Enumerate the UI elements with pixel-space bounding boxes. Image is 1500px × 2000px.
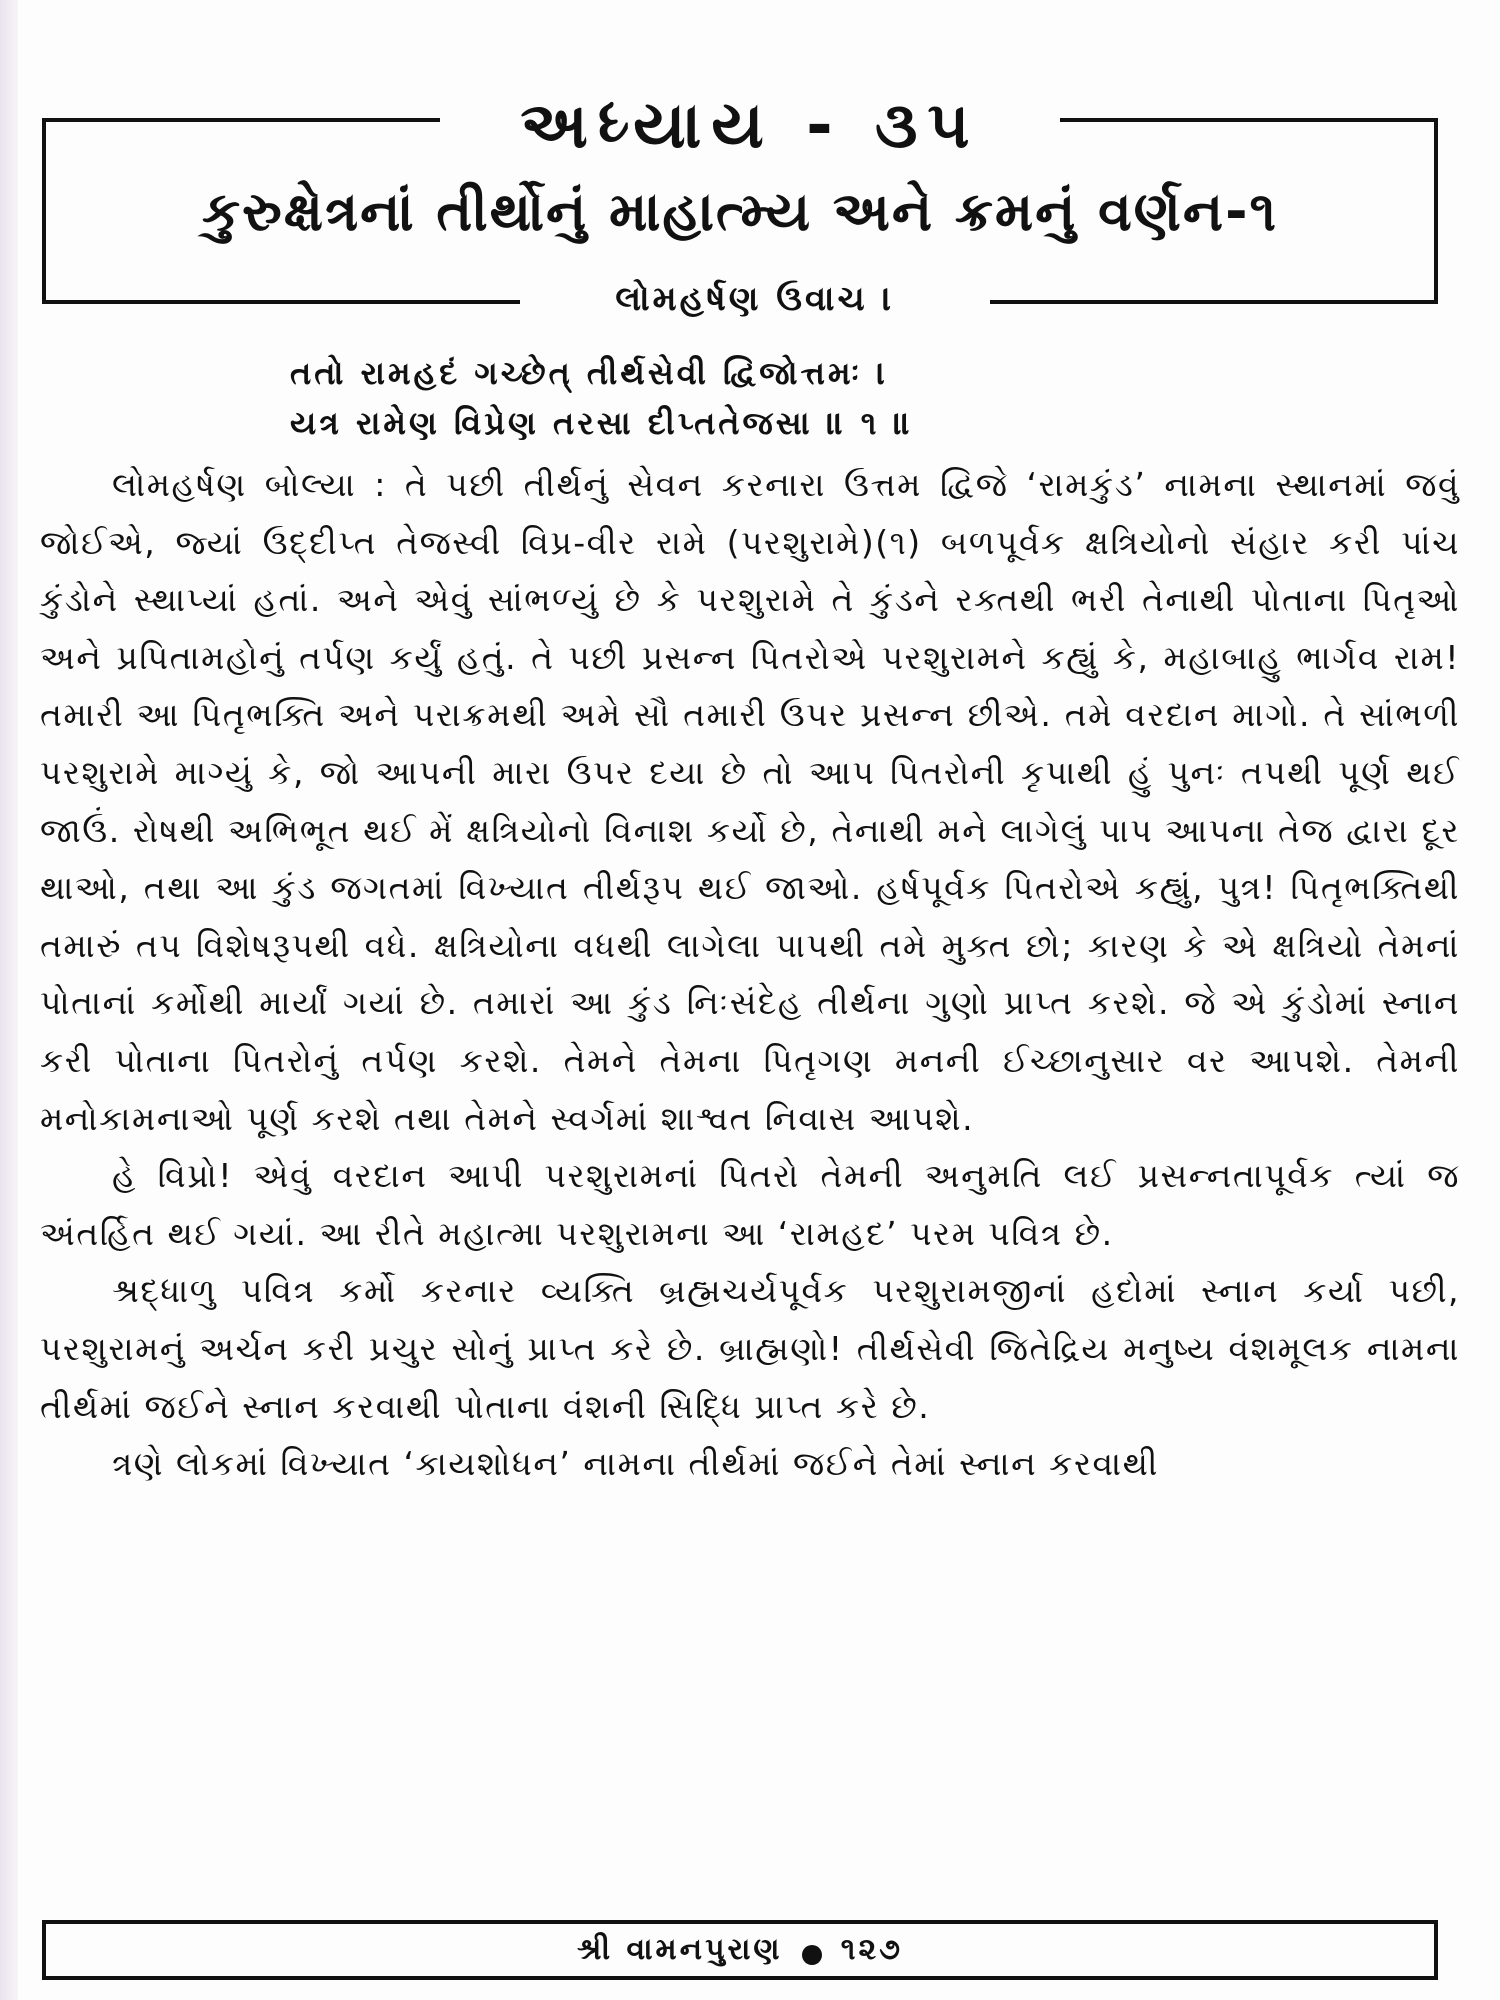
footer-book-title: શ્રી વામનપુરાણ bbox=[577, 1932, 783, 1967]
page-number: ૧૨૭ bbox=[840, 1932, 903, 1967]
sanskrit-verse bbox=[290, 348, 1290, 448]
paragraph-2: હે વિપ્રો! એવું વરદાન આપી પરશુરામનાં પિતરો તેમની અનુમતિ લઈ પ્રસન્નતાપૂર્વક ત્યાં જ અંતર્હિત થઈ ગયાં. આ રીતે મહાત્મા પરશુરામના આ ‘રામહદ’ પરમ પવિત્ર છે. bbox=[40, 1156, 1460, 1253]
bullet-separator-icon bbox=[802, 1945, 822, 1965]
paragraph-3: શ્રદ્ધાળુ પવિત્ર કર્મો કરનાર વ્યક્તિ બ્રહ્મચર્યપૂર્વક પરશુરામજીનાં હદોમાં સ્નાન કર્યા પછી, પરશુરામનું અર્ચન કરી પ્રચુર સોનું પ્રાપ્ત કરે છે. બ્રાહ્મણો! તીર્થસેવી જિતેદ્રિય મનુષ્ય વંશમૂલક નામના તીર્થમાં જઈને સ્નાન કરવાથી પોતાના વંશની સિદ્ધિ પ્રાપ્ત કરે છે. bbox=[40, 1271, 1460, 1426]
page-footer bbox=[42, 1920, 1438, 1980]
paragraph-1: લોમહર્ષણ બોલ્યા : તે પછી તીર્થનું સેવન કરનારા ઉત્તમ દ્વિજે ‘રામકુંડ’ નામના સ્થાનમાં જવું જોઈએ, જ્યાં ઉદ્દીપ્ત તેજસ્વી વિપ્ર-વીર રામે (પરશુરામે)(૧) બળપૂર્વક ક્ષત્રિયોનો સંહાર કરી પાંચ કુંડોને સ્થાપ્યાં હતાં. અને એવું સાંભળ્યું છે કે પરશુરામે તે કુંડને રક્તથી ભરી તેનાથી પોતાના પિતૃઓ અને પ્રપિતામહોનું તર્પણ કર્યું હતું. તે પછી પ્રસન્ન પિતરોએ પરશુરામને કહ્યું કે, મહાબાહુ ભાર્ગવ રામ! તમારી આ પિતૃભક્તિ અને પરાક્રમથી અમે સૌ તમારી ઉપર પ્રસન્ન છીએ. તમે વરદાન માગો. તે સાંભળી પરશુરામે માગ્યું કે, જો આપની મારા ઉપર દયા છે તો આપ પિતરોની કૃપાથી હું પુનઃ તપથી પૂર્ણ થઈ જાઉં. રોષથી અભિભૂત થઈ મેં ક્ષત્રિયોનો વિનાશ કર્યો છે, તેનાથી મને લાગેલું પાપ આપના તેજ દ્વારા દૂર થાઓ, તથા આ કુંડ જગતમાં વિખ્યાત તીર્થરૂપ થઈ જાઓ. હર્ષપૂર્વક પિતરોએ કહ્યું, પુત્ર! પિતૃભક્તિથી તમારું તપ વિશેષરૂપથી વધે. ક્ષત્રિયોના વધથી લાગેલા પાપથી તમે મુક્ત છો; કારણ કે એ ક્ષત્રિયો તેમનાં પોતાનાં કર્મોથી માર્યાં ગયાં છે. તમારાં આ કુંડ નિઃસંદેહ તીર્થના ગુણો પ્રાપ્ત કરશે. જે એ કુંડોમાં સ્નાન કરી પોતાના પિતરોનું તર્પણ કરશે. તેમને તેમના પિતૃગણ મનની ઈચ્છાનુસાર વર આપશે. તેમની મનોકામનાઓ પૂર્ણ કરશે તથા તેમને સ્વર્ગમાં શાશ્વત નિવાસ આપશે. bbox=[40, 465, 1460, 1138]
speaker-label: લોમહર્ષણ ઉવાચ । bbox=[520, 272, 990, 326]
chapter-title: અધ્યાય - ૩૫ bbox=[440, 86, 1060, 166]
verse-line-2: યત્ર રામેણ વિપ્રેણ તરસા દીપ્તતેજસા ॥ ૧ ॥ bbox=[290, 404, 914, 442]
page-edge-shadow bbox=[0, 0, 18, 2000]
verse-line-1: તતો રામહદં ગચ્છેત્ તીર્થસેવી દ્વિજોત્તમઃ । bbox=[290, 354, 889, 392]
paragraph-4: ત્રણે લોકમાં વિખ્યાત ‘કાયશોધન’ નામના તીર્થમાં જઈને તેમાં સ્નાન કરવાથી bbox=[112, 1444, 1159, 1484]
body-text bbox=[40, 456, 1460, 1493]
chapter-subtitle: કુરુક્ષેત્રનાં તીર્થોનું માહાત્મ્ય અને ક્રમનું વર્ણન-૧ bbox=[202, 180, 1278, 243]
